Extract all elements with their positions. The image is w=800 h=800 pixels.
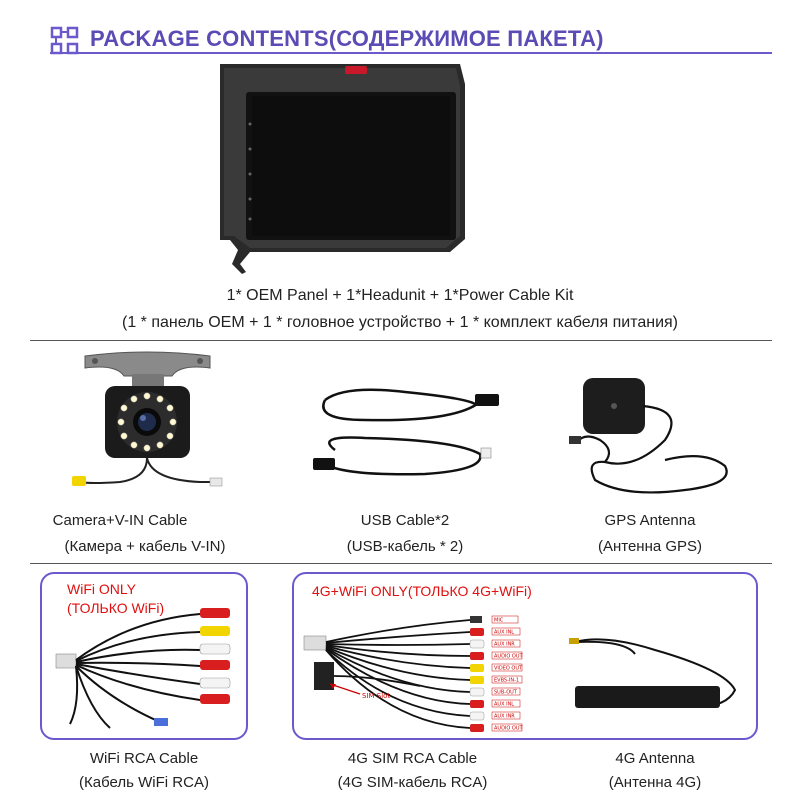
- wifi-rca-caption-ru: (Кабель WiFi RCA): [79, 774, 209, 791]
- camera-caption-ru: (Камера + кабель V-IN): [64, 538, 226, 555]
- sim-rca-caption: 4G SIM RCA Cable: [347, 750, 478, 767]
- usb-caption-ru: (USB-кабель * 2): [346, 538, 464, 555]
- usb-cable-image: [305, 380, 515, 490]
- 4g-wifi-only-badge: 4G+WiFi ONLY(ТОЛЬКО 4G+WiFi): [312, 583, 532, 599]
- connector-label-evbs-in: EVBS-IN-1: [494, 677, 520, 684]
- wifi-rca-cable-image: [50, 600, 240, 735]
- wifi-rca-caption: WiFi RCA Cable: [89, 750, 199, 767]
- sim-rca-caption-ru: (4G SIM-кабель RCA): [337, 774, 488, 791]
- 4g-antenna-caption: 4G Antenna: [615, 750, 695, 767]
- main-item-line2: (1 * панель OEM + 1 * головное устройство + 1 * комплект кабеля питания): [121, 314, 678, 331]
- wifi-only-badge-ru: (ТОЛЬКО WiFi): [67, 600, 165, 616]
- wifi-only-badge: WiFi ONLY: [67, 581, 136, 597]
- header-underline: [50, 52, 772, 54]
- camera-image: [60, 348, 235, 498]
- gps-caption: GPS Antenna: [604, 512, 696, 529]
- 4g-antenna-caption-ru: (Антенна 4G): [608, 774, 702, 791]
- page-title: PACKAGE CONTENTS(СОДЕРЖИМОЕ ПАКЕТА): [90, 26, 604, 51]
- sim-rca-cable-image: [300, 606, 535, 738]
- connector-label-aux-inl-2: AUX INL: [494, 701, 515, 708]
- connector-label-audio-out-2: AUDIO OUT: [494, 725, 523, 732]
- connector-label-aux-inl: AUX INL: [494, 629, 515, 636]
- 4g-antenna-image: [565, 630, 750, 720]
- connector-label-aux-inr: AUX INR: [494, 641, 515, 648]
- gps-caption-ru: (Антенна GPS): [597, 538, 703, 555]
- main-item-line1: 1* OEM Panel + 1*Headunit + 1*Power Cable Kit: [226, 287, 574, 304]
- connector-label-sub-out: SUB-OUT: [494, 689, 517, 696]
- connector-label-mic: MIC: [494, 617, 504, 624]
- connector-label-audio-out: AUDIO OUT: [494, 653, 523, 660]
- camera-caption: Camera+V-IN Cable: [52, 512, 188, 529]
- connector-label-video-out: VIDEO OUT: [494, 665, 523, 672]
- usb-caption: USB Cable*2: [360, 512, 450, 529]
- section-divider-top: [30, 340, 772, 341]
- connector-label-aux-inr-2: AUX INR: [494, 713, 515, 720]
- sim-slot-label: SIM Slot: [362, 692, 391, 700]
- head-unit-image: [210, 64, 470, 274]
- gps-antenna-image: [565, 370, 745, 500]
- section-divider-bottom: [30, 563, 772, 564]
